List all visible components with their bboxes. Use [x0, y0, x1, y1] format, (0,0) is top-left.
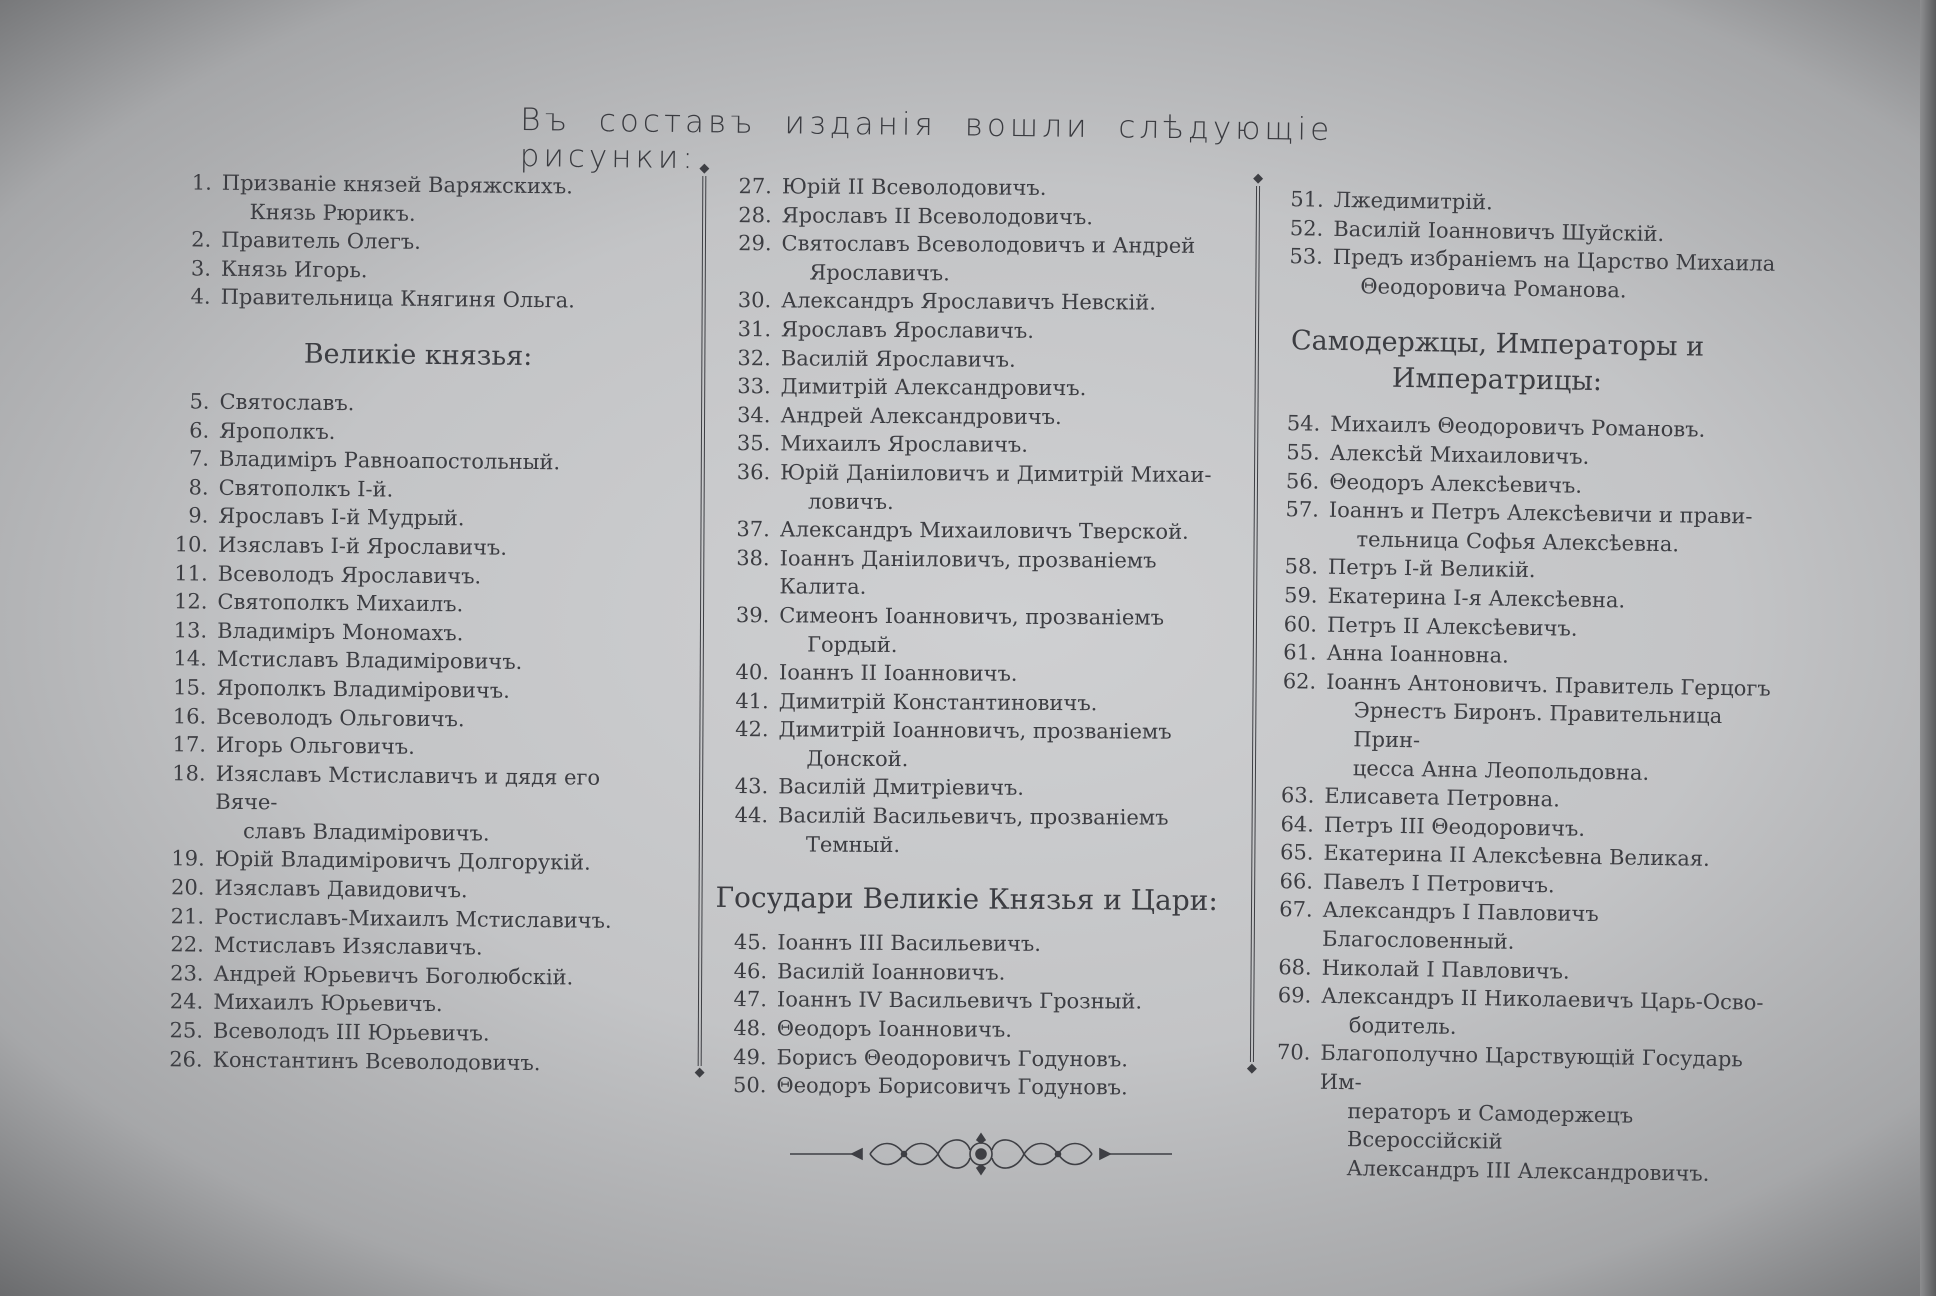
item-line: Павелъ I Петровичъ.	[1322, 869, 1555, 898]
item-number: 66.	[1279, 868, 1314, 894]
item-number: 28.	[738, 202, 772, 227]
item-text	[1321, 982, 1788, 1047]
item-text	[781, 287, 1247, 318]
item-number: 31.	[737, 317, 772, 342]
item-line: Алексѣй Михаиловичъ.	[1329, 440, 1590, 469]
item-line: Святославъ.	[219, 389, 355, 416]
item-number: 52.	[1289, 215, 1324, 241]
item-number: 47.	[733, 987, 768, 1012]
item-number: 22.	[170, 932, 204, 957]
item-text	[216, 731, 664, 764]
list-item	[728, 172, 1248, 204]
list-item	[727, 372, 1247, 404]
item-line: Ярополкъ.	[219, 418, 336, 444]
divider-cap-icon: ◆	[1246, 1060, 1257, 1077]
item-number: 4.	[190, 284, 211, 310]
item-number: 10.	[174, 532, 209, 557]
item-text	[781, 315, 1247, 346]
item-number: 54.	[1286, 411, 1321, 437]
list-item	[725, 687, 1245, 719]
item-line: Екатерина I-я Алексѣевна.	[1327, 583, 1626, 613]
item-number: 26.	[169, 1046, 203, 1072]
item-text	[779, 601, 1245, 661]
item-line: Всеволодъ III Юрьевичъ.	[212, 1018, 490, 1046]
item-number: 30.	[737, 288, 772, 313]
item-text	[213, 960, 661, 993]
item-text	[780, 458, 1246, 518]
item-line: Владиміръ Мономахъ.	[217, 618, 464, 646]
item-text	[782, 201, 1248, 232]
column-1	[141, 168, 670, 1079]
item-number: 5.	[189, 389, 210, 414]
item-line: Θеодоръ Іоанновичъ.	[776, 1016, 1013, 1042]
item-number: 44.	[734, 803, 769, 828]
item-line: Всеволодъ Ярославичъ.	[217, 561, 482, 589]
item-number: 32.	[737, 345, 771, 370]
item-line: Іоаннъ Даніиловичъ, прозваніемъ Калита.	[779, 546, 1157, 600]
item-text	[1318, 1039, 1786, 1189]
item-number: 64.	[1280, 811, 1315, 837]
item-continuation-line: Князь Рюрикъ.	[249, 199, 416, 226]
item-number: 25.	[169, 1018, 204, 1043]
list-item	[143, 759, 664, 850]
item-continuation-line: тельница Софья Алексѣевна.	[1356, 526, 1680, 557]
item-continuation-line: бодитель.	[1348, 1013, 1457, 1039]
list-item	[723, 985, 1243, 1017]
item-line: Андрей Александровичъ.	[780, 403, 1062, 429]
item-line: Василій Дмитріевичъ.	[778, 774, 1025, 801]
item-text	[217, 588, 665, 621]
item-number: 23.	[170, 961, 204, 986]
item-text	[218, 502, 666, 535]
item-text	[781, 372, 1247, 403]
item-text	[1328, 496, 1795, 561]
item-line: Александръ Ярославичъ Невскій.	[781, 288, 1157, 315]
item-line: Игорь Ольговичъ.	[215, 732, 415, 759]
column-2	[715, 172, 1248, 1103]
list-item	[723, 928, 1243, 960]
divider-cap-icon: ◆	[699, 160, 710, 177]
item-text	[213, 1017, 661, 1050]
list-item	[1271, 667, 1793, 790]
item-text	[778, 801, 1244, 861]
item-text	[782, 172, 1248, 203]
list-item	[1274, 495, 1795, 560]
item-line: Θеодоръ Алексѣевичъ.	[1329, 469, 1583, 498]
item-continuation-line: ловичъ.	[807, 489, 894, 514]
item-line: Константинъ Всеволодовичъ.	[212, 1047, 541, 1075]
item-text	[776, 1072, 1242, 1103]
list-item	[725, 601, 1245, 661]
item-number: 48.	[733, 1016, 767, 1041]
item-line: Святославъ Всеволодовичъ и Андрей	[781, 231, 1196, 259]
item-line: Александръ Михаиловичъ Тверской.	[779, 517, 1189, 544]
item-line: Изяславъ I-й Ярославичъ.	[217, 532, 508, 560]
item-line: Василій Ярославичъ.	[780, 345, 1016, 372]
item-number: 18.	[172, 760, 206, 786]
item-text	[218, 531, 666, 564]
item-line: Анна Іоанновна.	[1326, 640, 1510, 668]
item-line: Василій Іоанновичъ Шуйскій.	[1333, 216, 1665, 246]
item-number: 20.	[170, 875, 205, 900]
item-text	[1332, 243, 1799, 308]
item-line: Ярославъ I-й Мудрый.	[218, 504, 465, 531]
item-line: Ярополкъ Владиміровичъ.	[216, 675, 510, 703]
item-number: 17.	[172, 732, 207, 757]
item-line: Екатерина II Алексѣевна Великая.	[1323, 841, 1711, 872]
item-line: Князь Игорь.	[220, 256, 368, 283]
item-text	[780, 430, 1246, 461]
column-divider-2	[1246, 170, 1264, 1077]
item-continuation-line: ператоръ и Самодержецъ Всероссійскій	[1346, 1098, 1634, 1154]
item-text	[221, 255, 669, 288]
item-number: 65.	[1279, 840, 1314, 865]
item-text	[780, 401, 1246, 432]
item-line: Юрій II Всеволодовичъ.	[781, 174, 1047, 200]
item-number: 21.	[170, 903, 205, 929]
item-line: Святополкъ Михаилъ.	[217, 589, 464, 617]
item-continuation-line: Темный.	[805, 832, 901, 857]
item-number: 11.	[174, 560, 208, 586]
item-text	[778, 716, 1244, 776]
item-line: Изяславъ Давидовичъ.	[214, 875, 468, 903]
item-text	[220, 283, 668, 316]
item-number: 27.	[738, 174, 772, 199]
item-text	[777, 929, 1243, 960]
list-item	[727, 229, 1247, 289]
item-line: Ростиславъ-Михаилъ Мстиславичъ.	[214, 904, 612, 933]
item-continuation-line: Ярославичъ.	[809, 260, 950, 286]
item-line: Димитрій Константиновичъ.	[778, 689, 1098, 715]
item-line: Петръ I-й Великій.	[1327, 555, 1536, 583]
item-number: 13.	[173, 617, 208, 643]
item-text	[213, 1045, 661, 1078]
item-line: Елисавета Петровна.	[1324, 783, 1561, 812]
list-item	[724, 772, 1244, 804]
item-line: Призваніе князей Варяжскихъ.	[221, 170, 573, 199]
item-number: 70.	[1276, 1040, 1311, 1066]
item-text	[221, 226, 669, 259]
item-line: Андрей Юрьевичъ Боголюбскій.	[213, 961, 574, 990]
section-heading: Самодержцы, Императоры и Императрицы:	[1290, 325, 1705, 398]
item-line: Юрій Владиміровичъ Долгорукій.	[214, 847, 591, 876]
list-item	[723, 1014, 1243, 1046]
item-line: Симеонъ Іоанновичъ, прозваніемъ	[779, 603, 1165, 630]
item-line: Іоаннъ II Іоанновичъ.	[778, 660, 1018, 686]
item-number: 34.	[737, 402, 771, 428]
item-line: Михаилъ Ярославичъ.	[780, 431, 1029, 458]
item-text	[221, 169, 670, 231]
item-number: 24.	[169, 989, 204, 1015]
item-line: Александръ II Николаевичъ Царь-Осво-	[1321, 983, 1764, 1015]
item-line: Василій Іоанновичъ.	[777, 959, 1006, 985]
item-number: 42.	[735, 717, 769, 742]
item-text	[215, 845, 663, 878]
list-item	[723, 957, 1243, 989]
list-item	[725, 544, 1245, 604]
item-line: Ярославъ II Всеволодовичъ.	[781, 202, 1093, 229]
item-number: 2.	[191, 227, 212, 252]
item-number: 60.	[1283, 611, 1318, 637]
item-number: 14.	[173, 646, 207, 671]
section-heading: Государи Великіе Князья и Цари:	[715, 881, 1218, 918]
list-item	[141, 1045, 661, 1079]
item-number: 58.	[1284, 554, 1319, 579]
divider-cap-icon: ◆	[694, 1064, 705, 1081]
item-line: Михаилъ Юрьевичъ.	[213, 990, 443, 1017]
list-item	[1278, 242, 1799, 307]
item-text	[213, 988, 661, 1021]
item-number: 46.	[733, 958, 768, 984]
item-continuation-line: цесса Анна Леопольдовна.	[1352, 755, 1650, 785]
item-text	[218, 559, 666, 592]
list-item	[727, 315, 1247, 347]
item-number: 29.	[738, 231, 772, 256]
item-text	[778, 773, 1244, 804]
item-text	[217, 645, 665, 678]
item-line: Михаилъ Θеодоровичъ Романовъ.	[1330, 412, 1706, 443]
item-number: 59.	[1283, 583, 1318, 608]
item-line: Лжедимитрій.	[1333, 187, 1493, 215]
item-number: 9.	[188, 503, 209, 528]
item-text	[215, 759, 664, 849]
item-line: Борисъ Θеодоровичъ Годуновъ.	[776, 1044, 1129, 1072]
item-number: 19.	[171, 846, 205, 872]
list-item	[1264, 1038, 1786, 1189]
item-line: Димитрій Александровичъ.	[780, 374, 1087, 401]
item-number: 36.	[736, 459, 771, 485]
item-number: 3.	[190, 256, 212, 281]
item-continuation-line: Θеодоровича Романова.	[1360, 274, 1627, 303]
item-line: Изяславъ Мстиславичъ и дядя его Вяче-	[215, 761, 601, 815]
item-number: 6.	[189, 417, 210, 443]
item-number: 35.	[736, 431, 771, 456]
item-line: Правитель Олегъ.	[221, 227, 421, 255]
section-heading: Великіе князья:	[303, 338, 533, 372]
item-text	[214, 874, 662, 907]
list-item	[149, 168, 670, 231]
item-text	[781, 230, 1247, 290]
item-line: Николай I Павловичъ.	[1321, 955, 1570, 984]
item-line: Святополкъ I-й.	[218, 475, 394, 502]
list-item	[724, 801, 1244, 861]
item-number: 16.	[172, 703, 207, 729]
item-line: Мстиславъ Владиміровичъ.	[216, 647, 523, 675]
column-3	[1264, 185, 1800, 1189]
item-line: Василій Васильевичъ, прозваніемъ	[777, 803, 1169, 830]
item-number: 8.	[188, 475, 209, 500]
item-number: 38.	[736, 545, 770, 570]
item-number: 15.	[173, 675, 207, 700]
list-item	[726, 458, 1246, 518]
item-text	[777, 957, 1243, 988]
item-continuation-line: Эрнестъ Биронъ. Правительница Прин-	[1353, 698, 1723, 753]
item-line: Владиміръ Равноапостольный.	[218, 446, 561, 475]
item-line: Петръ II Алексѣевичъ.	[1326, 612, 1578, 641]
column-divider-1	[694, 160, 710, 1081]
item-line: Іоаннъ Антоновичъ. Правитель Герцогъ	[1326, 669, 1771, 701]
item-line: Іоаннъ III Васильевичъ.	[777, 930, 1042, 957]
item-number: 53.	[1289, 244, 1324, 269]
item-continuation-line: славъ Владиміровичъ.	[242, 818, 490, 846]
item-line: Правительница Княгиня Ольга.	[220, 285, 575, 313]
item-number: 37.	[736, 517, 770, 542]
item-text	[216, 674, 664, 707]
item-number: 1.	[191, 170, 212, 195]
item-number: 40.	[735, 660, 770, 685]
item-line: Мстиславъ Изяславичъ.	[213, 932, 483, 960]
list-item	[723, 1043, 1243, 1075]
item-line: Предъ избраніемъ на Царство Михаила	[1332, 245, 1776, 276]
item-number: 56.	[1285, 468, 1320, 494]
item-text	[1325, 668, 1793, 790]
item-number: 43.	[734, 774, 769, 799]
item-number: 12.	[173, 589, 208, 614]
item-text	[779, 544, 1245, 604]
list-item	[728, 201, 1248, 233]
item-number: 33.	[737, 374, 771, 399]
page-title: Въ составъ изданія вошли слѣдующіе рисунки:	[519, 102, 1334, 177]
item-line: Александръ I Павловичъ Благословенный.	[1321, 898, 1599, 954]
item-line: Димитрій Іоанновичъ, прозваніемъ	[778, 717, 1172, 745]
list-item	[1268, 895, 1789, 960]
item-text	[219, 416, 667, 449]
list-item	[726, 515, 1246, 547]
item-text	[1322, 896, 1789, 961]
item-text	[217, 616, 665, 649]
item-number: 50.	[732, 1073, 767, 1098]
item-number: 49.	[733, 1044, 767, 1069]
list-item	[724, 715, 1244, 775]
item-text	[779, 658, 1245, 689]
item-text	[777, 1043, 1243, 1074]
item-number: 41.	[735, 688, 769, 713]
item-line: Іоаннъ и Петръ Алексѣевичи и прави-	[1328, 497, 1753, 529]
item-number: 55.	[1286, 440, 1320, 465]
divider-cap-icon: ◆	[1253, 170, 1264, 187]
item-number: 63.	[1280, 783, 1315, 808]
item-number: 7.	[188, 446, 210, 471]
page-edge	[1920, 0, 1936, 1296]
item-number: 69.	[1277, 983, 1312, 1008]
item-text	[777, 1014, 1243, 1045]
ornament-icon	[790, 1130, 1172, 1178]
item-number: 51.	[1290, 187, 1324, 212]
list-item	[149, 282, 669, 316]
item-number: 57.	[1285, 497, 1320, 522]
list-item	[726, 429, 1246, 461]
item-number: 61.	[1283, 640, 1317, 665]
item-continuation-line: Гордый.	[807, 631, 898, 657]
item-continuation-line: Александръ III Александровичъ.	[1346, 1155, 1710, 1186]
item-continuation-line: Донской.	[806, 746, 909, 771]
item-line: Іоаннъ IV Васильевичъ Грозный.	[776, 987, 1143, 1014]
item-text	[780, 515, 1246, 546]
list-item	[726, 401, 1246, 433]
list-item	[1267, 981, 1788, 1046]
item-line: Благополучно Царствующій Государь Им-	[1319, 1041, 1744, 1095]
item-line: Ярославъ Ярославичъ.	[780, 317, 1035, 343]
item-number: 39.	[735, 602, 770, 628]
item-line: Юрій Даніиловичъ и Димитрій Михаи-	[780, 460, 1212, 487]
item-text	[216, 702, 664, 735]
item-number: 68.	[1278, 954, 1312, 980]
item-number: 67.	[1279, 897, 1313, 923]
item-text	[779, 687, 1245, 718]
item-number: 45.	[733, 930, 768, 955]
item-text	[781, 344, 1247, 375]
item-text	[219, 473, 667, 506]
item-line: Θеодоръ Борисовичъ Годуновъ.	[776, 1073, 1128, 1100]
list-item	[727, 344, 1247, 376]
item-text	[219, 445, 667, 478]
item-text	[214, 902, 662, 935]
item-text	[219, 388, 667, 421]
item-text	[214, 931, 662, 964]
item-line: Петръ III Θеодоровичъ.	[1323, 812, 1586, 841]
item-line: Всеволодъ Ольговичъ.	[216, 704, 465, 731]
list-item	[727, 286, 1247, 318]
list-item	[722, 1071, 1242, 1103]
list-item	[725, 658, 1245, 690]
item-text	[777, 986, 1243, 1017]
item-number: 62.	[1282, 668, 1317, 694]
